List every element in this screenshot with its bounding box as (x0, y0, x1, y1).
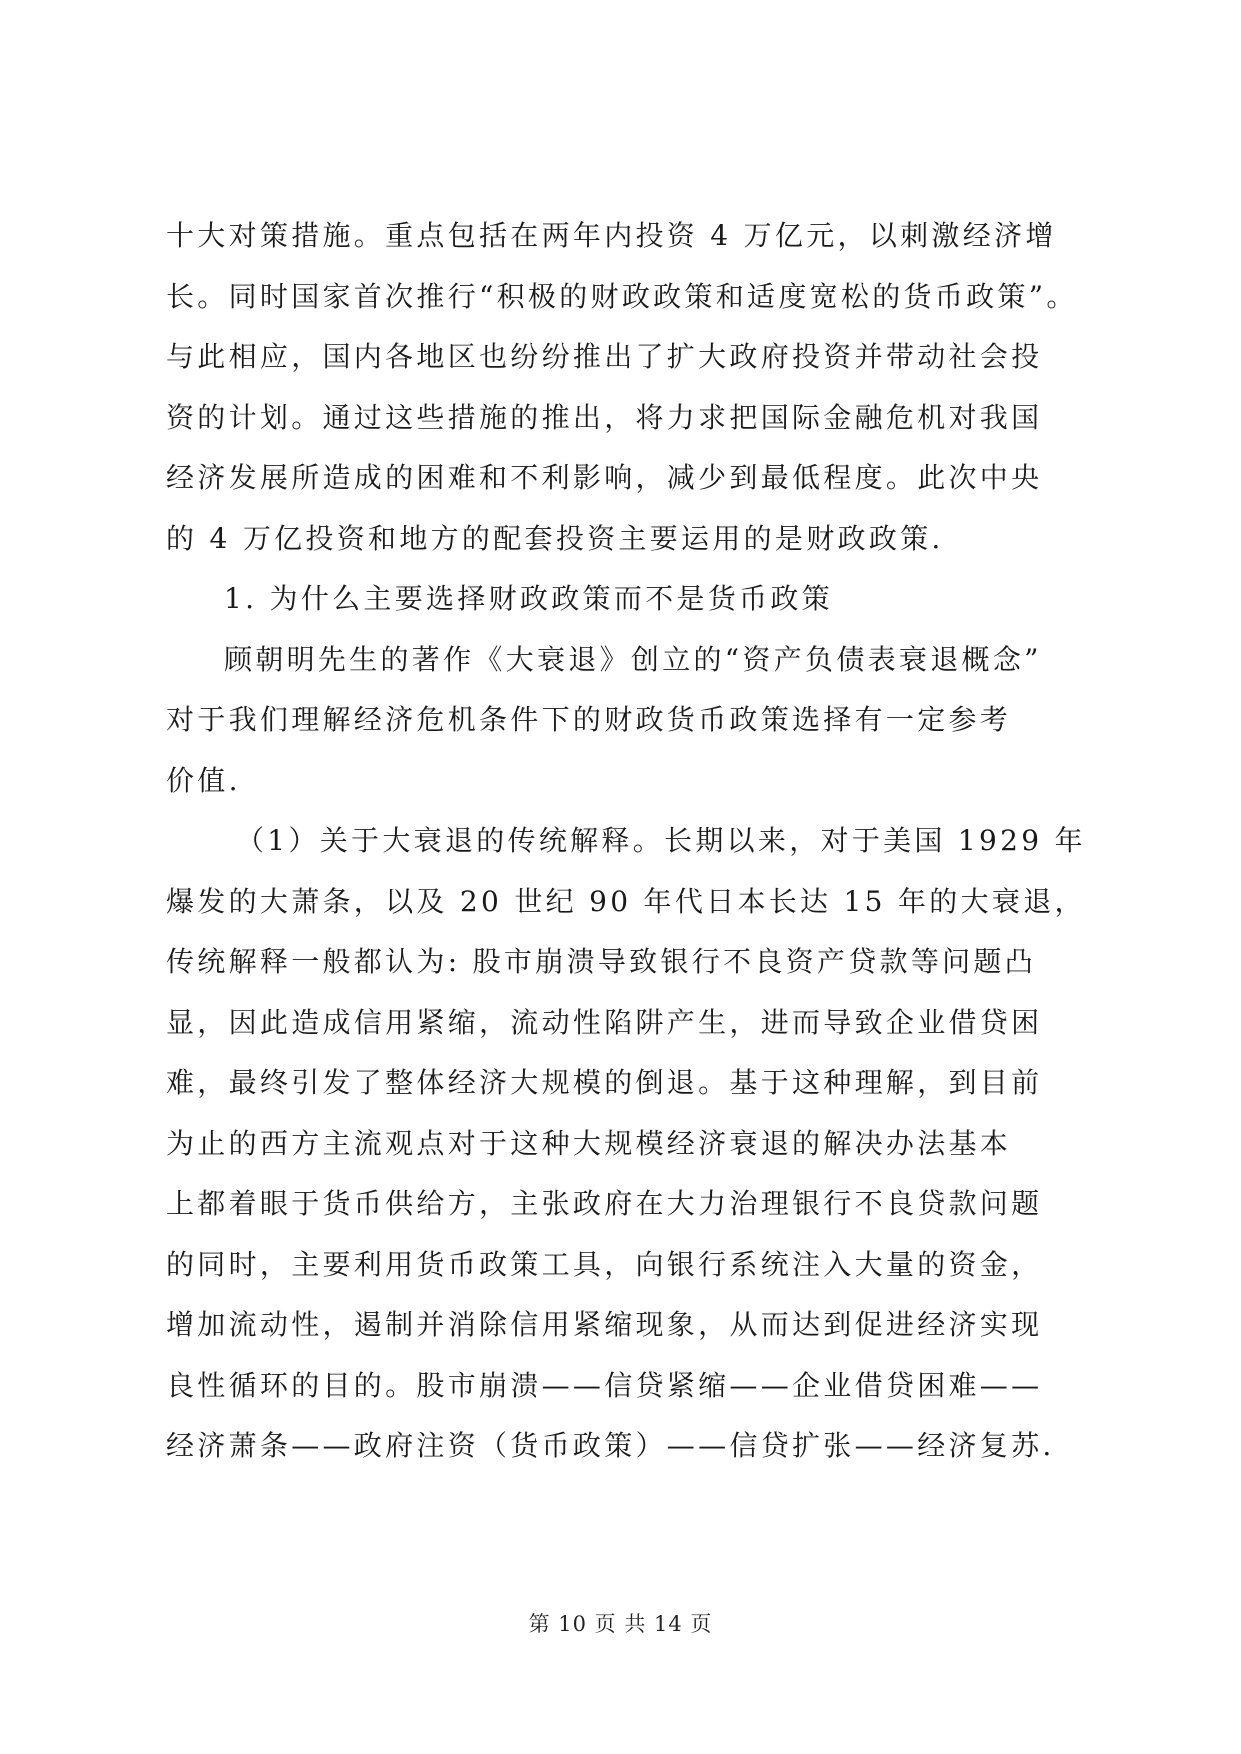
text-line: 爆发的大萧条，以及 20 世纪 90 年代日本长达 15 年的大衰退， (166, 884, 1086, 918)
section-heading: 1. 为什么主要选择财政政策而不是货币政策 (224, 582, 833, 615)
text-line: 顾朝明先生的著作《大衰退》创立的“资产负债表衰退概念” (224, 642, 1042, 676)
text-line: 经济萧条——政府注资（货币政策）——信贷扩张——经济复苏. (166, 1429, 1055, 1462)
text-line: 对于我们理解经济危机条件下的财政货币政策选择有一定参考 (166, 703, 1012, 736)
text-line: 的同时，主要利用货币政策工具，向银行系统注入大量的资金， (166, 1247, 1043, 1281)
text-line: 价值. (166, 763, 241, 797)
text-line: 的 4 万亿投资和地方的配套投资主要运用的是财政政策. (166, 521, 944, 555)
text-line: 上都着眼于货币供给方，主张政府在大力治理银行不良贷款问题 (166, 1187, 1043, 1220)
text-line: 为止的西方主流观点对于这种大规模经济衰退的解决办法基本 (166, 1126, 1012, 1160)
text-line: 资的计划。通过这些措施的推出，将力求把国际金融危机对我国 (166, 400, 1043, 434)
text-line: 显，因此造成信用紧缩，流动性陷阱产生，进而导致企业借贷困 (166, 1005, 1043, 1039)
text-line: 十大对策措施。重点包括在两年内投资 4 万亿元，以刺激经济增 (166, 219, 1057, 252)
text-line: 难，最终引发了整体经济大规模的倒退。基于这种理解，到目前 (166, 1066, 1043, 1099)
text-line: 良性循环的目的。股市崩溃——信贷紧缩——企业借贷困难—— (166, 1368, 1043, 1402)
page-number-footer: 第 10 页 共 14 页 (528, 1612, 713, 1636)
text-line: 增加流动性，遏制并消除信用紧缩现象，从而达到促进经济实现 (166, 1308, 1043, 1341)
text-line: 长。同时国家首次推行“积极的财政政策和适度宽松的货币政策”。 (166, 279, 1078, 313)
text-line: 经济发展所造成的困难和不利影响，减少到最低程度。此次中央 (166, 461, 1043, 494)
body-text (166, 206, 1086, 1477)
text-line: 与此相应，国内各地区也纷纷推出了扩大政府投资并带动社会投 (166, 340, 1043, 373)
text-line: 传统解释一般都认为: 股市崩溃导致银行不良资产贷款等问题凸 (166, 945, 1037, 978)
text-line: （1）关于大衰退的传统解释。长期以来，对于美国 1929 年 (236, 824, 1086, 857)
